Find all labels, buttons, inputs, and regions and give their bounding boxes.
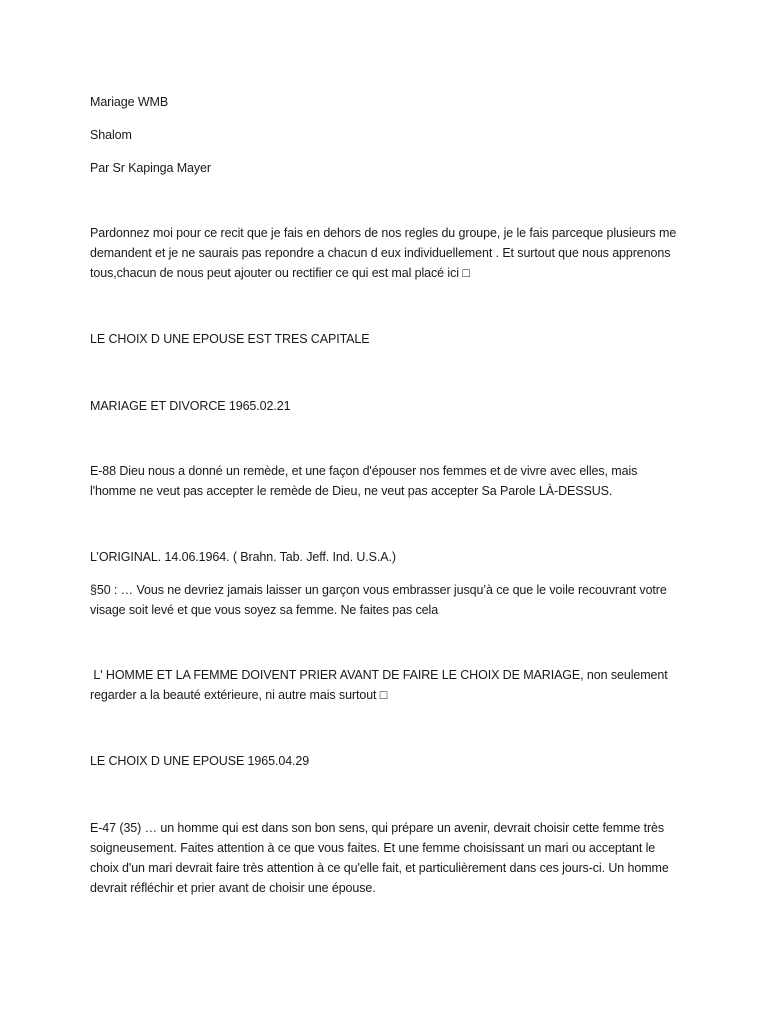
document-title: Mariage WMB (90, 95, 169, 109)
author-line: Par Sr Kapinga Mayer (90, 161, 211, 175)
quote-paragraph: E-47 (35) … un homme qui est dans son bon sens, qui prépare un avenir, devrait choisir cette femme très soigneusement. Faites attention à ce que vous faites. Et une femme choisissant un mari ou acceptant le choix d'un mari devrait faire très attention à ce qu'elle fait, et particulièrement dans ces jours-ci. Un homme devrait réfléchir et prier avant de choisir une épouse. (90, 821, 669, 895)
section-heading: MARIAGE ET DIVORCE 1965.02.21 (90, 399, 291, 413)
section-heading: LE CHOIX D UNE EPOUSE 1965.04.29 (90, 754, 310, 768)
quote-paragraph: §50 : … Vous ne devriez jamais laisser un garçon vous embrasser jusqu’à ce que le voile recouvrant votre visage soit levé et que vous soyez sa femme. Ne faites pas cela (90, 583, 667, 617)
advice-paragraph: L' HOMME ET LA FEMME DOIVENT PRIER AVANT DE FAIRE LE CHOIX DE MARIAGE, non seulement regarder a la beauté extérieure, ni autre mais surtout □ (90, 668, 671, 702)
source-heading: L’ORIGINAL. 14.06.1964. ( Brahn. Tab. Jeff. Ind. U.S.A.) (90, 550, 396, 564)
quote-paragraph: E-88 Dieu nous a donné un remède, et une façon d'épouser nos femmes et de vivre avec elles, mais l'homme ne veut pas accepter le remède de Dieu, ne veut pas accepter Sa Parole LÀ-DESSUS. (90, 464, 638, 498)
section-heading: LE CHOIX D UNE EPOUSE EST TRES CAPITALE (90, 332, 370, 346)
intro-paragraph: Pardonnez moi pour ce recit que je fais en dehors de nos regles du groupe, je le fais parceque plusieurs me demandent et je ne saurais pas repondre a chacun d eux individuellement . Et surtout que nous apprenons tous,chacun de nous peut ajouter ou rectifier ce qui est mal placé ici □ (90, 226, 677, 280)
greeting-line: Shalom (90, 128, 132, 142)
